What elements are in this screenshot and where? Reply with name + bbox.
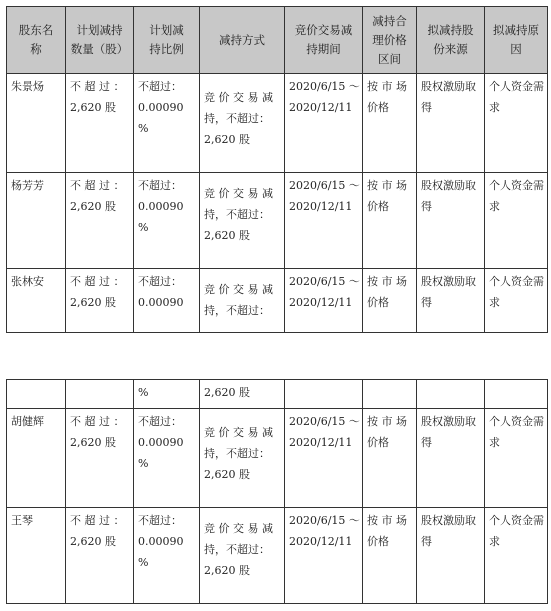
cell-period: 2020/6/15 ～ 2020/12/11: [285, 508, 363, 604]
cell-name: 胡健辉: [7, 409, 66, 508]
table-row: [7, 269, 548, 333]
header-share-source: 拟减持股 份来源: [417, 7, 485, 74]
cell-price: 按 市 场 价格: [363, 409, 417, 508]
cell-quantity: 不 超 过 ： 2,620 股: [66, 409, 134, 508]
cell-price: 按 市 场 价格: [363, 269, 417, 333]
cell-price: [363, 380, 417, 409]
cell-ratio: 不超过： 0.00090 %: [134, 173, 200, 269]
header-reduction-method: 减持方式: [200, 7, 285, 74]
cell-period: 2020/6/15 ～ 2020/12/11: [285, 409, 363, 508]
header-price-range: 减持合 理价格 区间: [363, 7, 417, 74]
cell-reason: 个人资金需 求: [485, 173, 548, 269]
cell-method: 竞 价 交 易 减 持，不超过： 2,620 股: [200, 409, 285, 508]
cell-source: 股权激励取 得: [417, 173, 485, 269]
cell-price: 按 市 场 价格: [363, 74, 417, 173]
cell-method: 竞 价 交 易 减 持，不超过：: [200, 269, 285, 333]
table-row: [7, 409, 548, 508]
header-shareholder-name: 股东名 称: [7, 7, 66, 74]
cell-name: 杨芳芳: [7, 173, 66, 269]
table-row: [7, 74, 548, 173]
cell-reason: 个人资金需 求: [485, 269, 548, 333]
header-reduction-period: 竞价交易减 持期间: [285, 7, 363, 74]
shareholder-reduction-table-part-2: [6, 379, 548, 604]
cell-name: 朱景炀: [7, 74, 66, 173]
cell-method: 2,620 股: [200, 380, 285, 409]
table-row: [7, 173, 548, 269]
cell-period: 2020/6/15 ～ 2020/12/11: [285, 269, 363, 333]
cell-price: 按 市 场 价格: [363, 173, 417, 269]
cell-source: [417, 380, 485, 409]
cell-source: 股权激励取 得: [417, 409, 485, 508]
header-planned-ratio: 计划减 持比例: [134, 7, 200, 74]
cell-method: 竞 价 交 易 减 持，不超过： 2,620 股: [200, 508, 285, 604]
cell-ratio: 不超过： 0.00090 %: [134, 74, 200, 173]
header-planned-quantity: 计划减持 数量（股）: [66, 7, 134, 74]
cell-reason: 个人资金需 求: [485, 409, 548, 508]
cell-source: 股权激励取 得: [417, 269, 485, 333]
cell-source: 股权激励取 得: [417, 508, 485, 604]
cell-reason: 个人资金需 求: [485, 508, 548, 604]
cell-quantity: 不 超 过 ： 2,620 股: [66, 74, 134, 173]
cell-method: 竞 价 交 易 减 持，不超过： 2,620 股: [200, 173, 285, 269]
cell-method: 竞 价 交 易 减 持，不超过： 2,620 股: [200, 74, 285, 173]
cell-source: 股权激励取 得: [417, 74, 485, 173]
cell-ratio: %: [134, 380, 200, 409]
cell-quantity: 不 超 过 ： 2,620 股: [66, 173, 134, 269]
cell-price: 按 市 场 价格: [363, 508, 417, 604]
cell-name: [7, 380, 66, 409]
shareholder-reduction-table-part-1: [6, 6, 548, 333]
header-reduction-reason: 拟减持原 因: [485, 7, 548, 74]
cell-reason: 个人资金需 求: [485, 74, 548, 173]
cell-name: 王琴: [7, 508, 66, 604]
cell-period: [285, 380, 363, 409]
table-row: [7, 508, 548, 604]
table-header-row: [7, 7, 548, 74]
cell-reason: [485, 380, 548, 409]
cell-ratio: 不超过： 0.00090 %: [134, 409, 200, 508]
cell-name: 张林安: [7, 269, 66, 333]
cell-period: 2020/6/15 ～ 2020/12/11: [285, 74, 363, 173]
continuation-row: [7, 380, 548, 409]
cell-ratio: 不超过： 0.00090: [134, 269, 200, 333]
cell-quantity: 不 超 过 ： 2,620 股: [66, 508, 134, 604]
cell-quantity: [66, 380, 134, 409]
cell-period: 2020/6/15 ～ 2020/12/11: [285, 173, 363, 269]
cell-quantity: 不 超 过 ： 2,620 股: [66, 269, 134, 333]
cell-ratio: 不超过： 0.00090 %: [134, 508, 200, 604]
